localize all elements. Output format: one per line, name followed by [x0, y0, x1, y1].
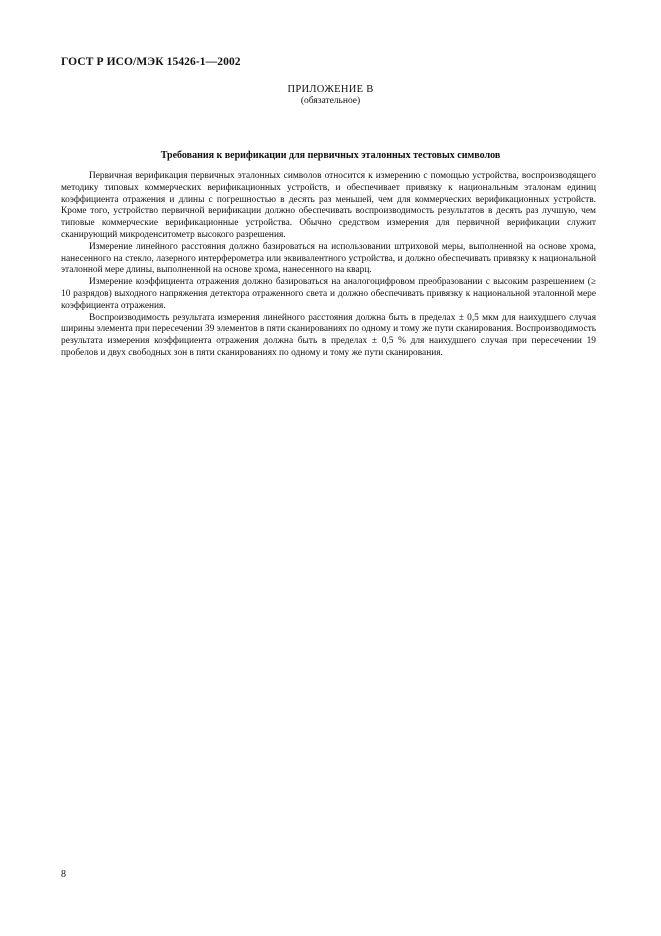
document-code-header: ГОСТ Р ИСО/МЭК 15426-1—2002: [61, 56, 241, 68]
page-number: 8: [61, 869, 66, 880]
paragraph-linear-distance: Измерение линейного расстояния должно базироваться на использовании штриховой меры, выполненной на основе хрома, нанесенного на стекло, лазерного интерферометра или эквивалентного устройства, и должно обеспечивать привязку к национальной эталонной мере длины, выполненной на основе хрома, нанесенного на кварц.: [61, 241, 596, 276]
paragraph-reproducibility: Воспроизводимость результата измерения линейного расстояния должна быть в пределах ± 0,5 мкм для наихудшего случая ширины элемента при пересечении 39 элементов в пяти сканированиях по одному и тому же пути сканирования. Воспроизводимость результата измерения коэффициента отражения должна быть в пределах ± 0,5 % для наихудшего случая при пересечении 19 пробелов и двух свободных зон в пяти сканированиях по одному и тому же пути сканирования.: [61, 312, 597, 358]
body-text: [61, 171, 596, 360]
paragraph-primary-verification: Первичная верификация первичных эталонных символов относится к измерению с помощью устройства, воспроизводящего методику типовых коммерческих верификационных устройств, и обеспечивает привязку к национальным эталонам единиц коэффициента отражения и длины с погрешностью в десять раз меньшей, чем для коммерческих верификационных устройств. Кроме того, устройство первичной верификации должно обеспечивать воспроизводимость результатов в десять раз лучшую, чем типовые коммерческие верификационные устройства. Обычно средством измерения для первичной верификации служит сканирующий микроденситометр высокого разрешения.: [61, 171, 596, 240]
section-title: Требования к верификации для первичных эталонных тестовых символов: [160, 150, 501, 161]
appendix-subtitle: (обязательное): [300, 96, 361, 106]
paragraph-reflectance: Измерение коэффициента отражения должно базироваться на аналогоцифровом преобразовании с высоким разрешением (≥ 10 разрядов) выходного напряжения детектора отраженного света и должно обеспечивать привязку к национальной эталонной мере коэффициента отражения.: [61, 277, 596, 311]
appendix-title: ПРИЛОЖЕНИЕ В: [287, 84, 374, 95]
